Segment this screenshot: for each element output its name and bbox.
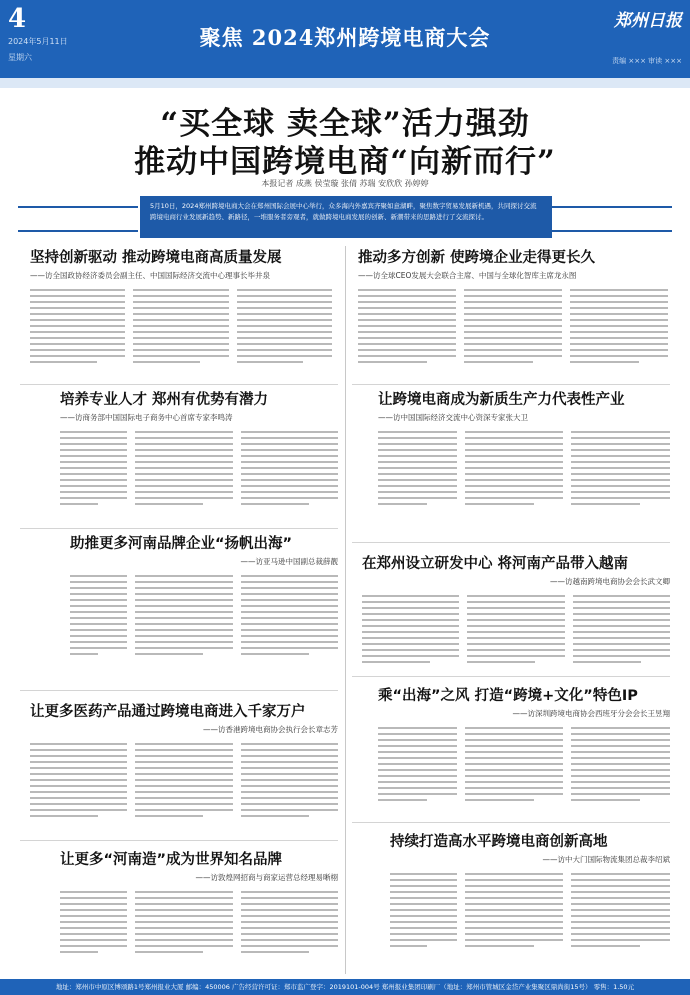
article-body	[362, 595, 670, 667]
article-body	[30, 743, 338, 821]
column-divider	[345, 246, 346, 974]
header-divider	[0, 78, 690, 88]
article-body	[30, 289, 332, 367]
article-subtitle: ——访商务部中国国际电子商务中心首席专家李鸣涛	[60, 413, 233, 422]
article-body	[358, 289, 668, 367]
article-subtitle: ——访亚马逊中国副总裁薛靓	[240, 557, 338, 566]
article-6	[362, 552, 670, 680]
article-subtitle: ——访全国政协经济委员会副主任、中国国际经济交流中心理事长毕井泉	[30, 271, 270, 280]
article-title: 让跨境电商成为新质生产力代表性产业	[378, 392, 625, 408]
row-divider	[352, 384, 670, 385]
article-subtitle: ——访全球CEO发展大会联合主席、中国与全球化智库主席龙永图	[358, 271, 577, 280]
newspaper-logo: 郑州日报	[614, 11, 682, 31]
article-title: 在郑州设立研发中心 将河南产品带入越南	[362, 556, 629, 572]
issue-weekday: 星期六	[8, 53, 32, 62]
article-3	[60, 388, 338, 528]
article-subtitle: ——访深圳跨境电商协会西班牙分会会长王昱翔	[512, 709, 670, 718]
row-divider	[20, 690, 338, 691]
article-body	[390, 873, 670, 951]
article-body	[60, 431, 338, 509]
lead-decoration-left	[18, 206, 138, 232]
article-8	[378, 684, 670, 824]
byline: 本报记者 成燕 侯莹璇 张倩 苏瑞 安欣欣 孙婷婷	[261, 179, 429, 188]
article-7	[30, 700, 338, 838]
article-subtitle: ——访敦煌网招商与商家运营总经理易晰栩	[195, 873, 338, 882]
article-title: 推动多方创新 使跨境企业走得更长久	[358, 250, 596, 266]
article-title: 坚持创新驱动 推动跨境电商高质量发展	[30, 250, 282, 266]
issue-date: 2024年5月11日	[8, 37, 68, 46]
headline-line-1: “买全球 卖全球”活力强劲	[160, 106, 530, 142]
row-divider	[352, 542, 670, 543]
article-subtitle: ——访香港跨境电商协会执行会长章志芳	[203, 725, 338, 734]
article-title: 培养专业人才 郑州有优势有潜力	[60, 392, 269, 408]
row-divider	[20, 384, 338, 385]
lead-decoration-right	[552, 206, 672, 232]
article-subtitle: ——访中国国际经济交流中心资深专家张大卫	[378, 413, 528, 422]
article-title: 助推更多河南品牌企业“扬帆出海”	[70, 536, 293, 552]
article-body	[60, 891, 338, 957]
article-4	[378, 388, 670, 528]
article-subtitle: ——访越南跨境电商协会会长武文卿	[550, 577, 670, 586]
article-5	[70, 532, 338, 680]
article-body	[378, 431, 670, 509]
row-divider	[20, 840, 338, 841]
section-title: 聚焦 2024郑州跨境电商大会	[199, 25, 491, 50]
row-divider	[352, 676, 670, 677]
article-title: 让更多“河南造”成为世界知名品牌	[60, 852, 283, 868]
article-1	[30, 246, 332, 386]
article-title: 乘“出海”之风 打造“跨境+文化”特色IP	[378, 688, 638, 704]
article-body	[378, 727, 670, 805]
editors-credit: 责编 ××× 审读 ×××	[612, 57, 682, 65]
page-header	[0, 0, 690, 78]
row-divider	[20, 528, 338, 529]
article-10	[390, 830, 670, 976]
lead-paragraph: 5月10日，2024郑州跨境电商大会在郑州国际会展中心举行，众多海内外嘉宾齐聚如意湖畔，聚焦数字贸易发展新机遇，共同探讨交流跨境电商行业发展新趋势、新路径，一堆服务者旁观者，就做跨境电商发展的创新、新潮带来的思路进行了交流探讨。	[140, 196, 552, 238]
row-divider	[352, 822, 670, 823]
article-9	[60, 848, 338, 976]
article-2	[358, 246, 668, 386]
page-number: 4	[8, 4, 27, 34]
article-title: 持续打造高水平跨境电商创新高地	[390, 834, 608, 850]
article-body	[70, 575, 338, 659]
article-subtitle: ——访中大门国际物流集团总裁李绍斌	[542, 855, 670, 864]
headline-line-2: 推动中国跨境电商“向新而行”	[134, 144, 556, 180]
page-footer: 地址：郑州市中原区博颂路1号郑州报业大厦 邮编：450006 广告经营许可证：郑市监广登字：2019101-004号 郑州报业集团印刷厂（地址：郑州市管城区金岱产业集聚区鼎尚街15号） 零售：1.50元	[0, 979, 690, 995]
article-title: 让更多医药产品通过跨境电商进入千家万户	[30, 704, 306, 720]
